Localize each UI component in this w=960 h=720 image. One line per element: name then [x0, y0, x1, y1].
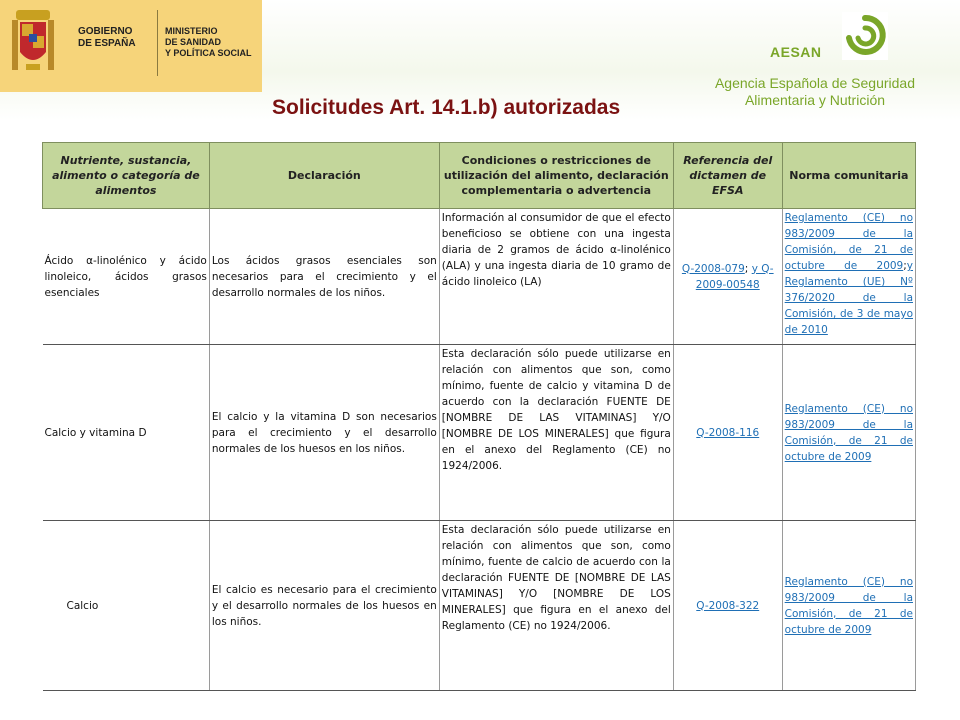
- column-header-efsa-reference: Referencia del dictamen de EFSA: [673, 143, 782, 209]
- table-row: [43, 209, 916, 345]
- agency-name: [690, 75, 940, 109]
- ministry-name: [165, 26, 257, 59]
- claim-cell: El calcio y la vitamina D son necesarios para el crecimiento y el desarrollo normales de los huesos en los niños.: [209, 345, 439, 521]
- regulation-link[interactable]: Reglamento (CE) no 983/2009 de la Comisión, de 21 de octubre de 2009: [784, 212, 913, 272]
- coat-of-arms-icon: [10, 8, 56, 78]
- column-header-conditions: Condiciones o restricciones de utilización del alimento, declaración complementaria o advertencia: [439, 143, 673, 209]
- table-header-row: [43, 143, 916, 209]
- regulation-link[interactable]: Reglamento (CE) no 983/2009 de la Comisión, de 21 de octubre de 2009: [784, 575, 913, 636]
- conditions-cell: Esta declaración sólo puede utilizarse en relación con alimentos que son, como mínimo, fuente de calcio de acuerdo con la declaración FUENTE DE [NOMBRE DE LAS VITAMINAS] Y/O [NOMBRE DE LOS MINERALES] que figura en el anexo del Reglamento (CE) no 1924/2006.: [439, 521, 673, 691]
- column-header-regulation: Norma comunitaria: [782, 143, 915, 209]
- regulation-cell: [782, 345, 915, 521]
- logo-divider: [157, 10, 158, 76]
- ministry-line-3: Y POLÍTICA SOCIAL: [165, 48, 252, 58]
- gov-line-2: DE ESPAÑA: [78, 38, 136, 49]
- claims-table: [42, 142, 916, 691]
- efsa-reference-link[interactable]: Q-2008-079: [681, 262, 745, 275]
- agency-line-1: Agencia Española de Seguridad: [714, 75, 916, 91]
- efsa-reference-link[interactable]: Q-2008-116: [696, 426, 760, 439]
- regulation-cell: [782, 209, 915, 345]
- aesan-logo-icon: [842, 12, 888, 60]
- nutrient-cell: Calcio: [43, 521, 210, 691]
- government-logo-block: [0, 0, 262, 92]
- efsa-reference-cell: [673, 345, 782, 521]
- government-name: [78, 26, 148, 50]
- page-title: Solicitudes Art. 14.1.b) autorizadas: [272, 96, 621, 119]
- claim-cell: El calcio es necesario para el crecimiento y el desarrollo normales de los huesos en los niños.: [209, 521, 439, 691]
- efsa-reference-cell: [673, 209, 782, 345]
- efsa-reference-cell: [673, 521, 782, 691]
- agency-line-2: Alimentaria y Nutrición: [744, 92, 886, 108]
- regulation-link-2[interactable]: y Reglamento (UE) Nº 376/2020 de la Comisión, de 3 de mayo de 2010: [784, 260, 913, 336]
- column-header-nutrient: Nutriente, sustancia, alimento o categoría de alimentos: [43, 143, 210, 209]
- ministry-line-2: DE SANIDAD: [165, 37, 222, 47]
- regulation-cell: [782, 521, 915, 691]
- efsa-reference-link-2[interactable]: y Q-2009-00548: [695, 262, 774, 291]
- ministry-line-1: MINISTERIO: [165, 26, 218, 36]
- claim-cell: Los ácidos grasos esenciales son necesarios para el crecimiento y el desarrollo normales de los niños.: [209, 209, 439, 345]
- gov-line-1: GOBIERNO: [78, 26, 133, 37]
- conditions-cell: Esta declaración sólo puede utilizarse en relación con alimentos que son, como mínimo, fuente de calcio y vitamina D de acuerdo con la declaración FUENTE DE [NOMBRE DE LAS VITAMINAS] Y/O [NOMBRE DE LOS MINERALES] que figura en el anexo del Reglamento (CE) no 1924/2006.: [439, 345, 673, 521]
- table-row: [43, 345, 916, 521]
- table-row: [43, 521, 916, 691]
- regulation-link[interactable]: Reglamento (CE) no 983/2009 de la Comisión, de 21 de octubre de 2009: [784, 402, 913, 463]
- column-header-claim: Declaración: [209, 143, 439, 209]
- nutrient-cell: Ácido α-linolénico y ácido linoleico, ácidos grasos esenciales: [43, 209, 210, 345]
- nutrient-cell: Calcio y vitamina D: [43, 345, 210, 521]
- efsa-reference-link[interactable]: Q-2008-322: [696, 599, 760, 612]
- conditions-cell: Información al consumidor de que el efecto beneficioso se obtiene con una ingesta diaria de 2 gramos de ácido α-linolénico (ALA) y una ingesta diaria de 10 gramo de ácido linoleico (LA): [439, 209, 673, 345]
- aesan-label: AESAN: [770, 44, 822, 60]
- regulation-separator: ;: [903, 260, 907, 272]
- efsa-separator: ;: [744, 262, 749, 275]
